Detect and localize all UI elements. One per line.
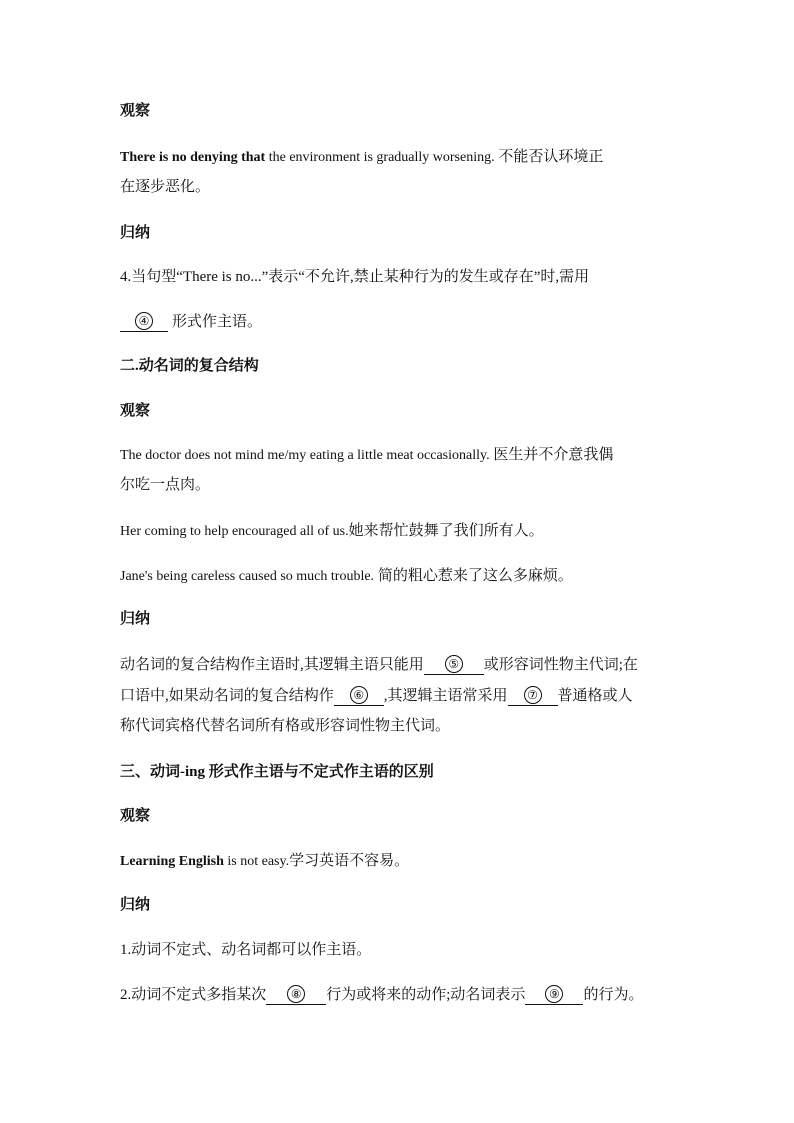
section-2-title: 二.动名词的复合结构	[120, 358, 259, 374]
heading-summary-3: 归纳	[120, 897, 151, 913]
heading-observe-1: 观察	[120, 103, 151, 119]
answer-blank-4[interactable]	[120, 312, 168, 332]
blank-number-9: ⑨	[545, 985, 563, 1003]
summary-line-1	[120, 655, 680, 675]
example-sentence-1	[120, 147, 680, 168]
blank-number-8: ⑧	[287, 985, 305, 1003]
item-1: 1.动词不定式、动名词都可以作主语。	[120, 942, 372, 958]
summary-line-3: 称代词宾格代替名词所有格或形容词性物主代词。	[120, 718, 451, 734]
example-chinese: 简的粗心惹来了这么多麻烦。	[374, 568, 573, 584]
answer-blank-7[interactable]	[508, 686, 558, 706]
item-2-text: 的行为。	[583, 987, 644, 1003]
example-sentence-4	[120, 566, 680, 587]
blank-number-7: ⑦	[524, 686, 542, 704]
example-chinese: 医生并不介意我偶	[489, 447, 614, 463]
summary-text: ,其逻辑主语常采用	[383, 688, 508, 704]
example-english: The doctor does not mind me/my eating a little meat occasionally.	[120, 448, 490, 463]
example-chinese: 不能否认环境正	[494, 149, 604, 165]
example-sentence-5	[120, 851, 680, 872]
blank-number-6: ⑥	[350, 686, 368, 704]
summary-text: 口语中,如果动名词的复合结构作	[120, 688, 334, 704]
example-sentence-2	[120, 445, 680, 466]
example-english: the environment is gradually worsening.	[265, 150, 495, 165]
example-chinese: 她来帮忙鼓舞了我们所有人。	[348, 523, 544, 539]
item-2-text: 行为或将来的动作;动名词表示	[326, 987, 526, 1003]
blank-number-5: ⑤	[445, 655, 463, 673]
heading-summary-2: 归纳	[120, 611, 151, 627]
item-2	[120, 985, 680, 1005]
example-bold-phrase: There is no denying that	[120, 150, 266, 165]
example-sentence-3	[120, 521, 680, 542]
rule-4-text: 4.当句型“There is no...”表示“不允许,禁止某种行为的发生或存在”时,需用	[120, 269, 590, 285]
example-english: is not easy.	[223, 854, 290, 869]
example-bold-phrase: Learning English	[120, 854, 224, 869]
item-2-text: 2.动词不定式多指某次	[120, 987, 267, 1003]
example-chinese-cont: 尔吃一点肉。	[120, 477, 211, 493]
rule-4-tail: 形式作主语。	[172, 314, 263, 330]
heading-observe-2: 观察	[120, 403, 151, 419]
heading-summary-1: 归纳	[120, 225, 151, 241]
answer-blank-9[interactable]	[525, 985, 583, 1005]
example-english: Her coming to help encouraged all of us.	[120, 524, 349, 539]
example-chinese-cont: 在逐步恶化。	[120, 179, 211, 195]
answer-blank-8[interactable]	[266, 985, 326, 1005]
answer-blank-5[interactable]	[424, 655, 484, 675]
rule-4-blank-line	[120, 312, 680, 332]
summary-text: 普通格或人	[557, 688, 633, 704]
blank-number-4: ④	[135, 312, 153, 330]
summary-text: 动名词的复合结构作主语时,其逻辑主语只能用	[120, 657, 424, 673]
summary-text: 或形容词性物主代词;在	[483, 657, 638, 673]
example-chinese: 学习英语不容易。	[289, 853, 410, 869]
answer-blank-6[interactable]	[334, 686, 384, 706]
heading-observe-3: 观察	[120, 808, 151, 824]
summary-line-2	[120, 686, 680, 706]
section-3-title: 三、动词-ing 形式作主语与不定式作主语的区别	[120, 764, 434, 780]
example-english: Jane's being careless caused so much trouble.	[120, 569, 375, 584]
